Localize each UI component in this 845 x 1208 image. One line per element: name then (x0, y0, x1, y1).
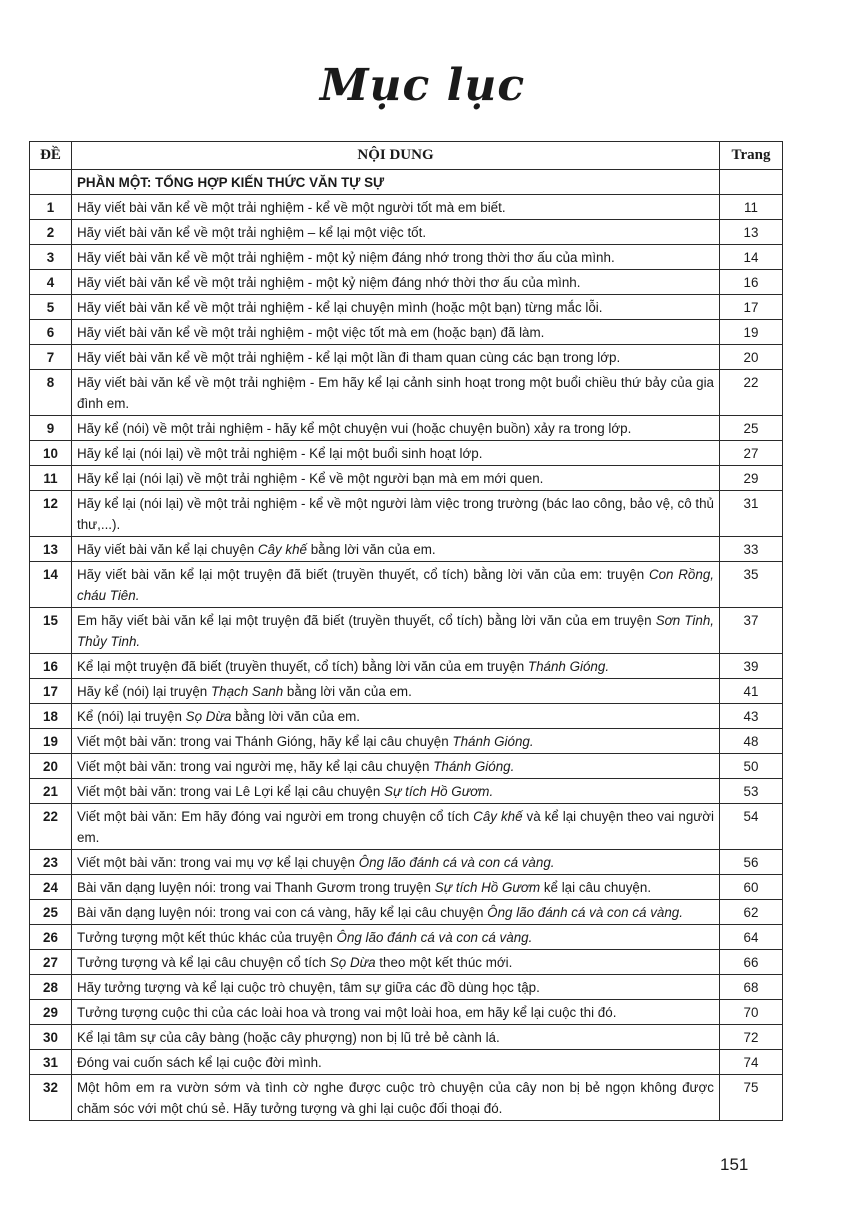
content-italic-title: Thánh Gióng. (527, 659, 610, 674)
content-text: Hãy kể (nói) về một trải nghiệm - hãy kể một chuyện vui (hoặc chuyện buồn) xảy ra trong lớp. (77, 421, 632, 436)
table-row (30, 850, 783, 875)
row-content (72, 804, 720, 850)
row-number: 25 (30, 900, 72, 925)
table-header-row (30, 142, 783, 170)
row-content (72, 370, 720, 416)
row-content (72, 295, 720, 320)
content-italic-title: Sự tích Hồ Gươm (434, 880, 541, 895)
content-text: Một hôm em ra vườn sớm và tình cờ nghe được cuộc trò chuyện của cây non bị bẻ ngọn không được chăm sóc với một chú sẻ. Hãy tưởng tượng và ghi lại cuộc đối thoại đó. (77, 1080, 714, 1116)
content-italic-title: Cây khế (473, 809, 523, 824)
page-number: 151 (720, 1155, 749, 1174)
content-italic-title: Thánh Gióng. (452, 734, 534, 749)
row-number: 28 (30, 975, 72, 1000)
row-page: 29 (720, 466, 783, 491)
table-row (30, 220, 783, 245)
row-number: 14 (30, 562, 72, 608)
row-page: 31 (720, 491, 783, 537)
row-content (72, 950, 720, 975)
content-italic-title: Cây khế (257, 542, 307, 557)
table-row (30, 608, 783, 654)
row-page: 68 (720, 975, 783, 1000)
content-text: Tưởng tượng và kể lại câu chuyện cổ tích (77, 955, 330, 970)
row-content (72, 925, 720, 950)
row-number: 21 (30, 779, 72, 804)
row-page: 60 (720, 875, 783, 900)
row-content (72, 441, 720, 466)
content-text: Tưởng tượng cuộc thi của các loài hoa và trong vai một loài hoa, em hãy kể lại cuộc thi đó. (77, 1005, 617, 1020)
row-page: 22 (720, 370, 783, 416)
row-content (72, 491, 720, 537)
content-text: và kể lại chuyện theo vai người em. (77, 809, 714, 845)
row-number: 18 (30, 704, 72, 729)
row-page: 37 (720, 608, 783, 654)
row-number: 32 (30, 1075, 72, 1121)
table-row (30, 729, 783, 754)
table-row (30, 195, 783, 220)
row-page: 17 (720, 295, 783, 320)
row-page: 66 (720, 950, 783, 975)
row-page: 41 (720, 679, 783, 704)
row-content (72, 220, 720, 245)
row-page: 20 (720, 345, 783, 370)
content-text: Hãy viết bài văn kể về một trải nghiệm – kể lại một việc tốt. (77, 225, 427, 240)
content-text: Hãy viết bài văn kể lại chuyện (77, 542, 258, 557)
table-row (30, 704, 783, 729)
content-italic-title: Sự tích Hồ Gươm. (384, 784, 494, 799)
row-number: 13 (30, 537, 72, 562)
table-row (30, 1025, 783, 1050)
row-content (72, 416, 720, 441)
row-content (72, 654, 720, 679)
table-row (30, 270, 783, 295)
row-number: 3 (30, 245, 72, 270)
content-text: Hãy viết bài văn kể lại một truyện đã biết (truyền thuyết, cổ tích) bằng lời văn của em: truyện (77, 567, 649, 582)
table-row (30, 295, 783, 320)
content-text: Hãy kể lại (nói lại) về một trải nghiệm - kể về một người làm việc trong trường (bác lao công, bảo vệ, cô thủ thư,...). (77, 496, 714, 532)
row-content (72, 900, 720, 925)
table-row (30, 654, 783, 679)
row-content (72, 270, 720, 295)
content-italic-title: Thánh Gióng. (433, 759, 515, 774)
row-content (72, 195, 720, 220)
content-italic-title: Sọ Dừa (185, 709, 232, 724)
table-row (30, 537, 783, 562)
content-text: Tưởng tượng một kết thúc khác của truyện (77, 930, 337, 945)
table-row (30, 754, 783, 779)
row-number: 27 (30, 950, 72, 975)
content-text: Hãy kể lại (nói lại) về một trải nghiệm - Kể về một người bạn mà em mới quen. (77, 471, 544, 486)
table-row (30, 562, 783, 608)
row-number: 6 (30, 320, 72, 345)
table-row (30, 1075, 783, 1121)
content-text: Em hãy viết bài văn kể lại một truyện đã biết (truyền thuyết, cổ tích) bằng lời văn của em truyện (77, 613, 656, 628)
content-italic-title: Thạch Sanh (210, 684, 284, 699)
row-page: 33 (720, 537, 783, 562)
content-text: Viết một bài văn: trong vai mụ vợ kể lại chuyện (77, 855, 359, 870)
row-page: 70 (720, 1000, 783, 1025)
table-row (30, 804, 783, 850)
content-text: Kể (nói) lại truyện (77, 709, 186, 724)
row-page: 13 (720, 220, 783, 245)
row-content (72, 608, 720, 654)
table-row (30, 441, 783, 466)
content-text: bằng lời văn của em. (283, 684, 412, 699)
content-text: Viết một bài văn: trong vai Lê Lợi kể lại câu chuyện (77, 784, 385, 799)
row-content (72, 1050, 720, 1075)
table-row (30, 875, 783, 900)
header-num: ĐỀ (30, 142, 72, 170)
row-content (72, 466, 720, 491)
row-content (72, 729, 720, 754)
table-row (30, 779, 783, 804)
row-page: 27 (720, 441, 783, 466)
row-page: 53 (720, 779, 783, 804)
table-row (30, 900, 783, 925)
toc-table (29, 141, 783, 1121)
header-page: Trang (720, 142, 783, 170)
content-text: Kể lại một truyện đã biết (truyền thuyết, cổ tích) bằng lời văn của em truyện (77, 659, 528, 674)
table-row (30, 466, 783, 491)
content-italic-title: Sơn Tinh, Thủy Tinh. (77, 613, 714, 649)
table-row (30, 679, 783, 704)
row-page: 48 (720, 729, 783, 754)
table-row (30, 491, 783, 537)
content-italic-title: Con Rồng, cháu Tiên. (77, 567, 714, 603)
row-number: 17 (30, 679, 72, 704)
row-page: 72 (720, 1025, 783, 1050)
content-text: Hãy viết bài văn kể về một trải nghiệm - một kỷ niệm đáng nhớ trong thời thơ ấu của mình. (77, 250, 615, 265)
content-text: Hãy viết bài văn kể về một trải nghiệm - Em hãy kể lại cảnh sinh hoạt trong một buổi chiều thứ bảy của gia đình em. (77, 375, 714, 411)
table-row (30, 320, 783, 345)
content-italic-title: Ông lão đánh cá và con cá vàng. (487, 905, 683, 920)
row-content (72, 1025, 720, 1050)
content-text: Viết một bài văn: Em hãy đóng vai người em trong chuyện cổ tích (77, 809, 474, 824)
table-row (30, 950, 783, 975)
table-row (30, 345, 783, 370)
row-number: 22 (30, 804, 72, 850)
row-content (72, 1000, 720, 1025)
row-page: 35 (720, 562, 783, 608)
row-page: 19 (720, 320, 783, 345)
row-content (72, 320, 720, 345)
content-text: kể lại câu chuyện. (540, 880, 652, 895)
row-page: 56 (720, 850, 783, 875)
content-text: theo một kết thúc mới. (375, 955, 513, 970)
row-number: 16 (30, 654, 72, 679)
table-row (30, 925, 783, 950)
row-number: 29 (30, 1000, 72, 1025)
row-number: 8 (30, 370, 72, 416)
content-text: Kể lại tâm sự của cây bàng (hoặc cây phượng) non bị lũ trẻ bẻ cành lá. (77, 1030, 500, 1045)
page-title: Mục lục (319, 60, 526, 111)
content-text: Đóng vai cuốn sách kể lại cuộc đời mình. (77, 1055, 322, 1070)
content-text: Bài văn dạng luyện nói: trong vai Thanh Gươm trong truyện (77, 880, 435, 895)
row-page: 64 (720, 925, 783, 950)
row-number: 20 (30, 754, 72, 779)
row-number: 10 (30, 441, 72, 466)
row-number: 2 (30, 220, 72, 245)
row-number: 1 (30, 195, 72, 220)
row-content (72, 1075, 720, 1121)
table-row (30, 975, 783, 1000)
row-content (72, 704, 720, 729)
row-content (72, 679, 720, 704)
row-page: 39 (720, 654, 783, 679)
row-content (72, 245, 720, 270)
row-page: 16 (720, 270, 783, 295)
row-page: 74 (720, 1050, 783, 1075)
section-title: PHẦN MỘT: TỔNG HỢP KIẾN THỨC VĂN TỰ SỰ (72, 170, 720, 195)
row-page: 14 (720, 245, 783, 270)
row-page: 50 (720, 754, 783, 779)
row-content (72, 779, 720, 804)
row-page: 62 (720, 900, 783, 925)
table-row (30, 245, 783, 270)
row-page: 43 (720, 704, 783, 729)
header-content: NỘI DUNG (72, 142, 720, 170)
row-content (72, 345, 720, 370)
content-text: Bài văn dạng luyện nói: trong vai con cá vàng, hãy kể lại câu chuyện (77, 905, 488, 920)
content-text: Hãy viết bài văn kể về một trải nghiệm - một kỷ niệm đáng nhớ thời thơ ấu của mình. (77, 275, 581, 290)
row-number: 5 (30, 295, 72, 320)
table-row (30, 370, 783, 416)
row-number: 24 (30, 875, 72, 900)
row-page: 11 (720, 195, 783, 220)
row-number: 11 (30, 466, 72, 491)
row-number: 9 (30, 416, 72, 441)
section-page-cell (720, 170, 783, 195)
content-text: Hãy viết bài văn kể về một trải nghiệm - một việc tốt mà em (hoặc bạn) đã làm. (77, 325, 545, 340)
row-number: 7 (30, 345, 72, 370)
row-content (72, 875, 720, 900)
row-number: 23 (30, 850, 72, 875)
content-text: Hãy tưởng tượng và kể lại cuộc trò chuyện, tâm sự giữa các đồ dùng học tập. (77, 980, 540, 995)
content-text: bằng lời văn của em. (231, 709, 361, 724)
row-number: 12 (30, 491, 72, 537)
content-italic-title: Ông lão đánh cá và con cá vàng. (336, 930, 533, 945)
row-page: 54 (720, 804, 783, 850)
content-text: Hãy viết bài văn kể về một trải nghiệm - kể lại chuyện mình (hoặc một bạn) từng mắc lỗi. (77, 300, 603, 315)
content-italic-title: Sọ Dừa (329, 955, 376, 970)
row-number: 4 (30, 270, 72, 295)
row-number: 19 (30, 729, 72, 754)
content-text: Viết một bài văn: trong vai Thánh Gióng, hãy kể lại câu chuyện (77, 734, 453, 749)
content-text: bằng lời văn của em. (307, 542, 436, 557)
row-content (72, 754, 720, 779)
row-number: 15 (30, 608, 72, 654)
content-italic-title: Ông lão đánh cá và con cá vàng. (358, 855, 555, 870)
content-text: Hãy viết bài văn kể về một trải nghiệm - kể lại một lần đi tham quan cùng các bạn trong lớp. (77, 350, 621, 365)
row-number: 26 (30, 925, 72, 950)
content-text: Viết một bài văn: trong vai người mẹ, hãy kể lại câu chuyện (77, 759, 434, 774)
table-row (30, 1000, 783, 1025)
row-content (72, 850, 720, 875)
section-row (30, 170, 783, 195)
content-text: Hãy kể (nói) lại truyện (77, 684, 211, 699)
content-text: Hãy kể lại (nói lại) về một trải nghiệm - Kể lại một buổi sinh hoạt lớp. (77, 446, 483, 461)
toc-body (30, 170, 783, 1121)
row-content (72, 975, 720, 1000)
table-row (30, 416, 783, 441)
table-row (30, 1050, 783, 1075)
section-num-cell (30, 170, 72, 195)
row-page: 25 (720, 416, 783, 441)
row-page: 75 (720, 1075, 783, 1121)
row-content (72, 537, 720, 562)
row-number: 31 (30, 1050, 72, 1075)
row-content (72, 562, 720, 608)
content-text: Hãy viết bài văn kể về một trải nghiệm - kể về một người tốt mà em biết. (77, 200, 506, 215)
row-number: 30 (30, 1025, 72, 1050)
